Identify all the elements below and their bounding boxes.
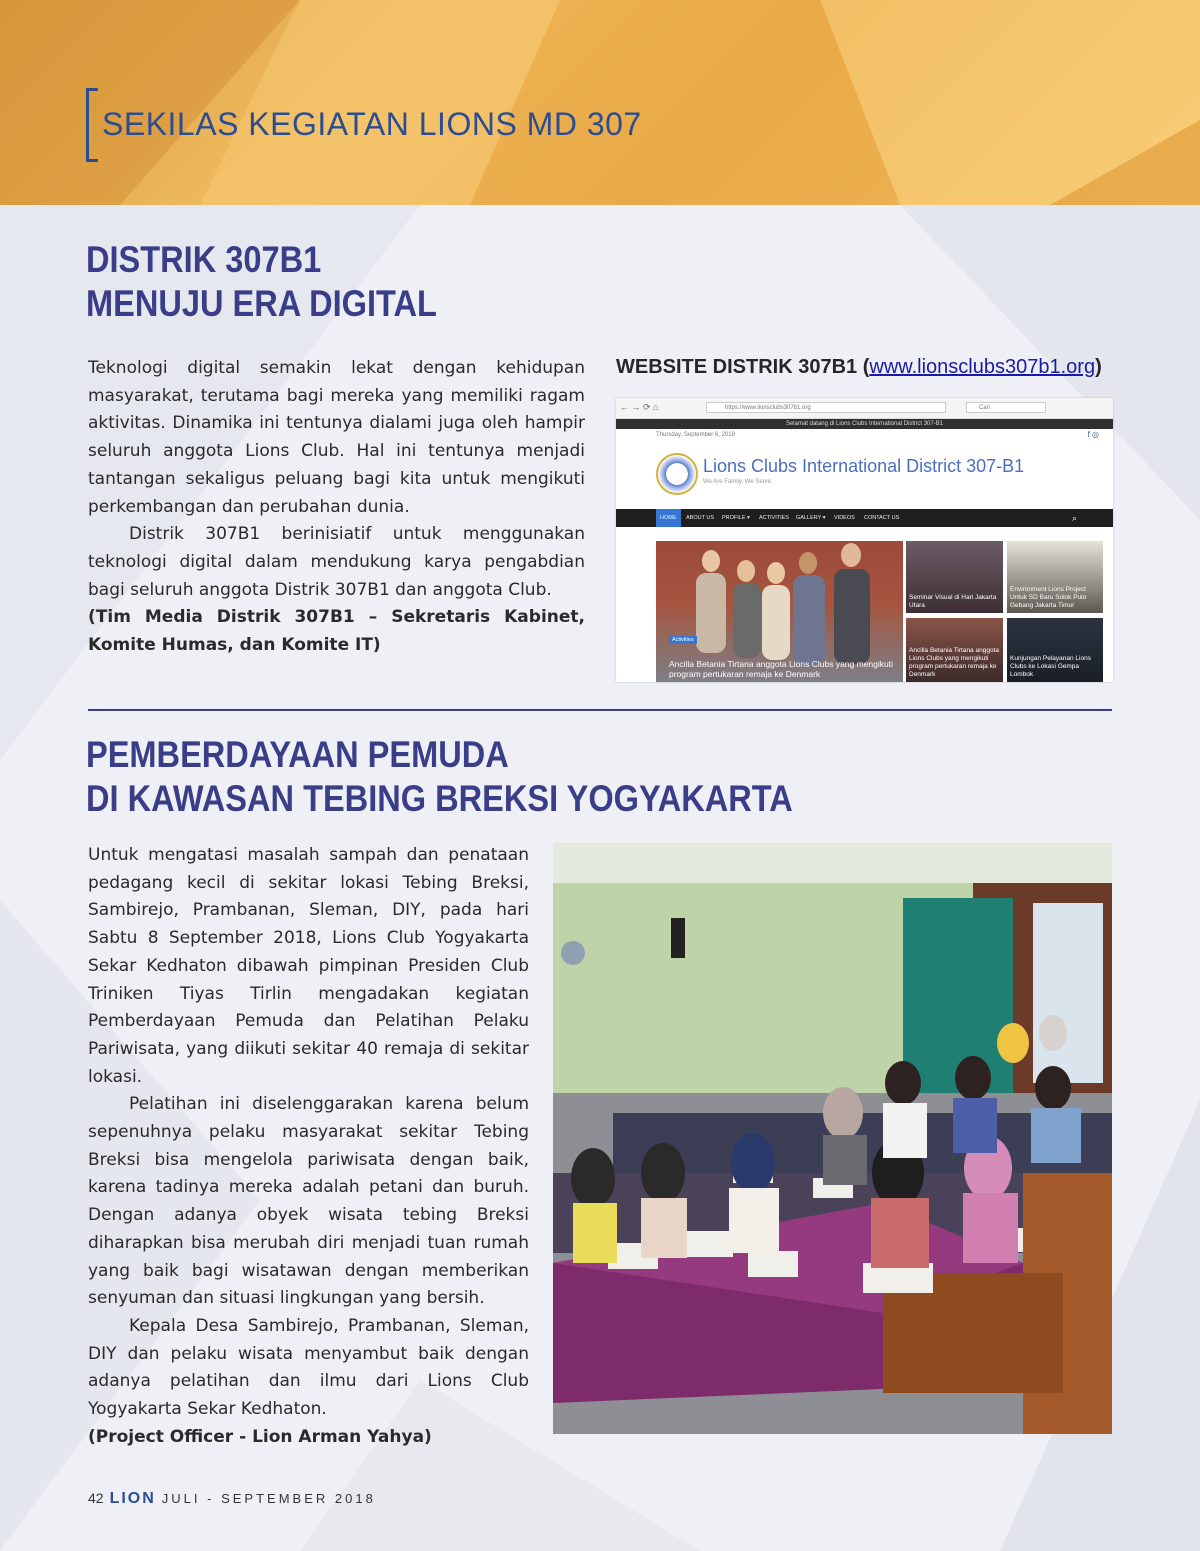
feature-badge: Activities	[669, 636, 697, 644]
section-divider	[88, 709, 1112, 711]
nav-home: HOME	[656, 509, 681, 527]
article2-headline-line2: DI KAWASAN TEBING BREKSI YOGYAKARTA	[86, 778, 793, 819]
news-tile	[1007, 541, 1103, 613]
browser-toolbar	[616, 398, 1113, 419]
search-icon: ⌕	[1072, 513, 1078, 523]
site-navbar	[616, 509, 1113, 527]
magazine-name: LION	[109, 1490, 156, 1507]
article1-headline-line2: MENUJU ERA DIGITAL	[86, 283, 437, 324]
news-tile-caption: Kunjungan Pelayanan Lions Clubs ke Lokasi Gempa Lombok	[1010, 655, 1091, 678]
news-tile	[906, 618, 1003, 682]
news-tile	[1007, 618, 1103, 682]
article2-paragraph: Kepala Desa Sambirejo, Prambanan, Sleman, DIY dan pelaku wisata menyambut baik dengan adanya pelatihan dan ilmu dari Lions Club Yogyakarta Sekar Kedhaton.	[88, 1315, 529, 1420]
welcome-strip: Selamat datang di Lions Clubs International District 307-B1	[616, 419, 1113, 429]
article2-paragraph: Untuk mengatasi masalah sampah dan penataan pedagang kecil di sekitar lokasi Tebing Breksi, Sambirejo, Prambanan, Sleman, DIY, pada hari Sabtu 8 September 2018, Lions Club Yogyakarta Sekar Kedhaton dibawah pimpinan Presiden Club Triniken Tiyas Tirlin mengadakan kegiatan Pemberdayaan Pemuda dan Pelatihan Pelaku Pariwisata, yang diikuti sekitar 40 remaja di sekitar lokasi.	[88, 845, 529, 1087]
article2-headline-line1: PEMBERDAYAAN PEMUDA	[86, 734, 509, 775]
website-caption-end: )	[1095, 356, 1102, 378]
article1-paragraph: Teknologi digital semakin lekat dengan kehidupan masyarakat, terutama bagi mereka yang memiliki ragam aktivitas. Dinamika ini tentunya dialami juga oleh hampir seluruh anggota Lions Club. Hal ini tentunya menjadi tantangan sekaligus peluang bagi kita untuk mengikuti perkembangan dan perubahan dunia.	[88, 358, 585, 517]
social-icons: f ◎	[1087, 430, 1099, 439]
header-facets	[0, 0, 1200, 205]
nav-activities: ACTIVITIES	[759, 515, 789, 521]
website-screenshot	[616, 398, 1113, 682]
article2-credit: (Project Officer - Lion Arman Yahya)	[88, 1426, 432, 1447]
article2-paragraph: Pelatihan ini diselenggarakan karena belum sepenuhnya pelaku masyarakat sekitar Tebing Breksi bisa mengelola pariwisata dengan baik, karena tadinya mereka adalah petani dan buruh. Dengan adanya obyek wisata tebing Breksi diharapkan bisa merubah diri menjadi tuan rumah yang baik bagi wisatawan dengan memberikan senyuman dan situasi lingkungan yang bersih.	[88, 1094, 529, 1309]
website-link[interactable]: www.lionsclubs307b1.org	[869, 356, 1096, 378]
browser-search-field: Cari	[966, 402, 1046, 413]
article1-body	[88, 355, 585, 660]
website-caption	[616, 356, 1102, 379]
classroom-scene	[553, 843, 1112, 1434]
site-date	[616, 429, 1113, 441]
nav-videos: VIDEOS	[834, 515, 855, 521]
nav-profile: PROFILE ▾	[722, 515, 750, 521]
site-date-text: Thursday, September 6, 2018	[656, 432, 735, 438]
nav-gallery: GALLERY ▾	[796, 515, 826, 521]
article2-body	[88, 842, 529, 1451]
article1-headline-line1: DISTRIK 307B1	[86, 239, 322, 280]
section-bracket	[86, 88, 98, 162]
site-tagline: We Are Family, We Serve	[703, 479, 772, 485]
site-title: Lions Clubs International District 307-B1	[703, 456, 1025, 476]
lions-logo-icon	[656, 453, 698, 495]
section-title: SEKILAS KEGIATAN LIONS MD 307	[102, 106, 642, 142]
training-photo	[553, 843, 1112, 1434]
feature-image	[656, 541, 903, 682]
news-tile-caption: Ancilla Betania Tirtana anggota Lions Clubs yang mengikuti program pertukaran remaja ke Denmark	[909, 647, 999, 678]
article1-paragraph: Distrik 307B1 berinisiatif untuk menggunakan teknologi digital dalam mendukung karya pengabdian bagi seluruh anggota Distrik 307B1 dan anggota Club.	[88, 524, 585, 600]
news-tile	[906, 541, 1003, 613]
article1-credit: (Tim Media Distrik 307B1 – Sekretaris Kabinet, Komite Humas, dan Komite IT)	[88, 607, 585, 656]
url-field: https://www.lionsclubs307b1.org	[706, 402, 946, 413]
feature-caption: Ancilla Betania Tirtana anggota Lions Clubs yang mengikuti program pertukaran remaja ke Denmark	[669, 659, 893, 679]
website-caption-text: WEBSITE DISTRIK 307B1 (	[616, 356, 870, 378]
browser-nav-icons: ← → ⟳ ⌂	[620, 402, 659, 412]
nav-about: ABOUT US	[686, 515, 715, 521]
nav-contact: CONTACT US	[864, 515, 900, 521]
news-tile-caption: Environment Lions Project Untuk SD Baru Solok Pulo Gebang Jakarta Timur	[1010, 586, 1087, 609]
header-band	[0, 0, 1200, 205]
page-number: 42	[88, 1490, 104, 1506]
issue-date: JULI - SEPTEMBER 2018	[161, 1491, 376, 1506]
page-footer	[88, 1490, 376, 1508]
news-tile-caption: Seminar Visual di Hari Jakarta Utara	[909, 594, 997, 609]
